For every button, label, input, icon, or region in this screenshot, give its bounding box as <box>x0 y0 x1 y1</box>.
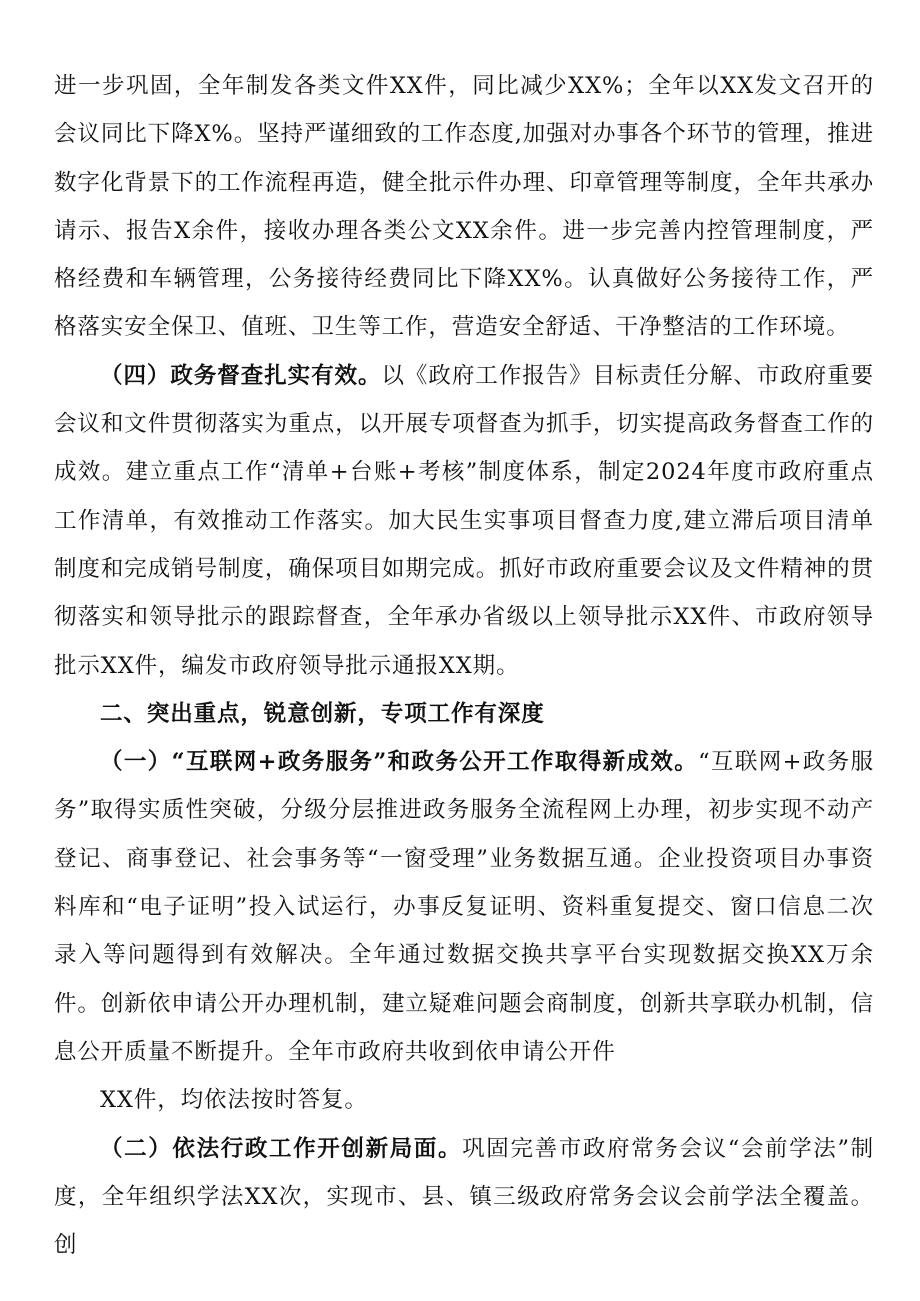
paragraph-tail-internet-services: XX件，均依法按时答复。 <box>100 1087 368 1114</box>
section-heading-2: 二、突出重点，锐意创新，专项工作有深度 <box>100 700 545 727</box>
paragraph-office-management: 进一步巩固，全年制发各类文件XX件，同比减少XX%；全年以XX发文召开的会议同比下降X%。坚持严谨细致的工作态度,加强对办事各个环节的管理，推进数字化背景下的工作流程再造，健全批示件办理、印章管理等制度，全年共承办请示、报告X余件，接收办理各类公文XX余件。进一步完善内控管理制度，严格经费和车辆管理，公务接待经费同比下降XX%。认真做好公务接待工作，严格落实安全保卫、值班、卫生等工作，营造安全舒适、干净整洁的工作环境。 <box>54 73 874 341</box>
paragraph-body-rule-of-law: 巩固完善市政府常务会议“会前学法”制度，全年组织学法XX次，实现市、县、镇三级政府常务会议会前学法全覆盖。创 <box>54 1135 874 1259</box>
paragraph-body-internet-services: “互联网+政务服务”取得实质性突破，分级分层推进政务服务全流程网上办理，初步实现不动产登记、商事登记、社会事务等“一窗受理”业务数据互通。企业投资项目办事资料库和“电子证明”投入试运行，办事反复证明、资料重复提交、窗口信息二次录入等问题得到有效解决。全年通过数据交换共享平台实现数据交换XX万余件。创新依申请公开办理机制，建立疑难问题会商制度，创新共享联办机制，信息公开质量不断提升。全年市政府共收到依申请公开件 <box>54 749 875 1065</box>
paragraph-internet-services <box>54 738 874 1124</box>
paragraph-lead-internet-services: （一）“互联网+政务服务”和政务公开工作取得新成效。 <box>100 749 699 776</box>
paragraph-body-supervision: 以《政府工作报告》目标责任分解、市政府重要会议和文件贯彻落实为重点，以开展专项督查为抓手，切实提高政务督查工作的成效。建立重点工作“清单+台账+考核”制度体系，制定2024年度市政府重点工作清单，有效推动工作落实。加大民生实事项目督查力度,建立滞后项目清单制度和完成销号制度，确保项目如期完成。抓好市政府重要会议及文件精神的贯彻落实和领导批示的跟踪督查，全年承办省级以上领导批示XX件、市政府领导批示XX件，编发市政府领导批示通报XX期。 <box>54 362 874 679</box>
paragraph-rule-of-law <box>54 1125 874 1270</box>
paragraph-supervision <box>54 352 874 690</box>
paragraph-lead-rule-of-law: （二）依法行政工作开创新局面。 <box>100 1135 463 1162</box>
paragraph-lead-supervision: （四）政务督查扎实有效。 <box>100 362 382 389</box>
